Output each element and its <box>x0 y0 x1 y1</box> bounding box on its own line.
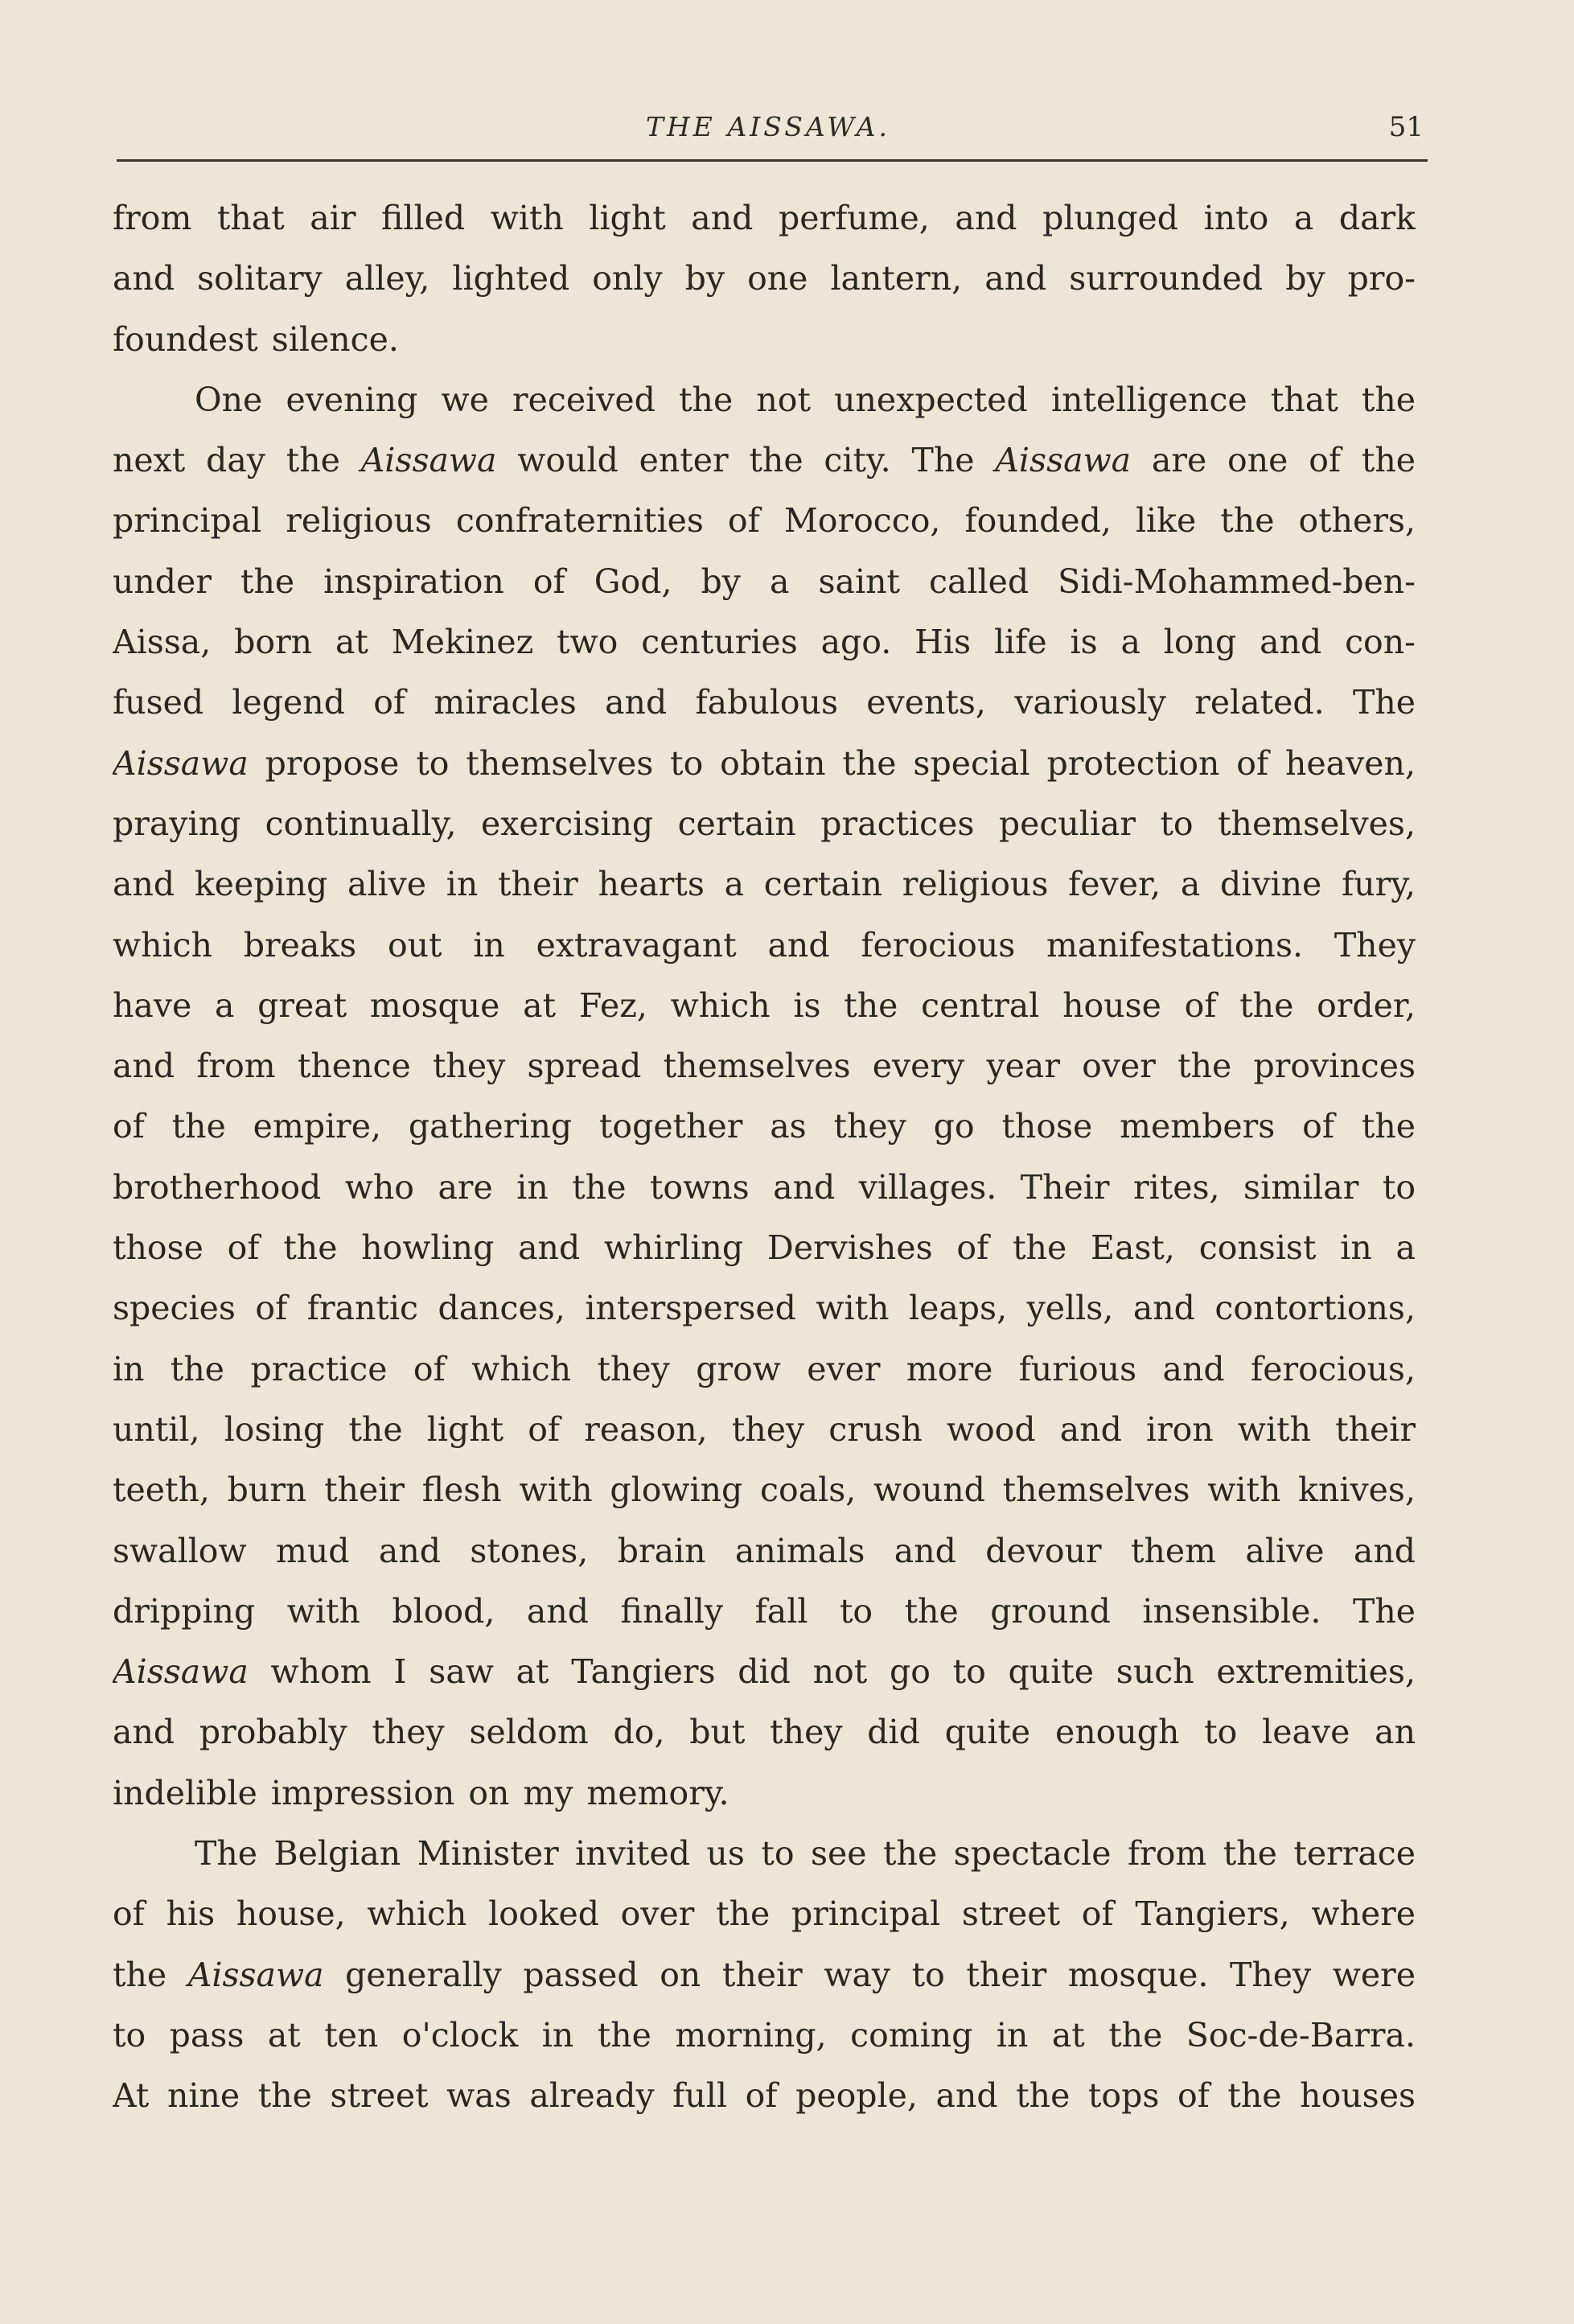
text-line: indelible impression on my memory. <box>113 1773 729 1812</box>
text-line: and from thence they spread themselves every year over the provinces <box>113 1047 1416 1086</box>
italic-term: Aissawa <box>113 743 249 783</box>
text-line: At nine the street was already full of people, and the tops of the houses <box>113 2076 1416 2116</box>
text-line: until, losing the light of reason, they crush wood and iron with their <box>113 1409 1416 1449</box>
text-line: and probably they seldom do, but they did quite enough to leave an <box>113 1713 1416 1752</box>
text-line: One evening we received the not unexpected intelligence that the <box>195 380 1416 419</box>
text-line: from that air filled with light and perfume, and plunged into a dark <box>113 199 1416 237</box>
italic-term: Aissawa <box>113 1652 249 1692</box>
text-line: teeth, burn their flesh with glowing coals, wound themselves with knives, <box>113 1470 1416 1510</box>
text-line: those of the howling and whirling Dervishes of the East, consist in a <box>113 1228 1416 1268</box>
text-line: under the inspiration of God, by a saint called Sidi-Mohammed-ben- <box>113 561 1416 601</box>
text-line: praying continually, exercising certain practices peculiar to themselves, <box>113 804 1416 843</box>
text-line: species of frantic dances, interspersed with leaps, yells, and contortions, <box>113 1289 1416 1328</box>
text-line: dripping with blood, and finally fall to the ground insensible. The <box>113 1591 1416 1631</box>
text-line: have a great mosque at Fez, which is the central house of the order, <box>113 985 1416 1025</box>
text-line: and solitary alley, lighted only by one lantern, and surrounded by pro- <box>113 259 1416 298</box>
italic-term: Aissawa <box>187 1955 324 1994</box>
text-line: swallow mud and stones, brain animals and devour them alive and <box>113 1531 1416 1570</box>
text-line: to pass at ten o'clock in the morning, coming in at the Soc-de-Barra. <box>113 2015 1416 2055</box>
text-line: and keeping alive in their hearts a certain religious fever, a divine fury, <box>113 865 1416 904</box>
text-line: foundest silence. <box>113 319 399 359</box>
text-line: which breaks out in extravagant and ferocious manifestations. They <box>113 925 1416 965</box>
text-line: the Aissawa generally passed on their way to their mosque. They were <box>113 1955 1416 1994</box>
text-line: Aissa, born at Mekinez two centuries ago. His life is a long and con- <box>113 623 1416 662</box>
header-rule <box>117 159 1428 162</box>
text-line: principal religious confraternities of Morocco, founded, like the others, <box>113 501 1416 541</box>
text-line: Aissawa propose to themselves to obtain the special protection of heaven, <box>113 743 1416 783</box>
text-line: fused legend of miracles and fabulous events, variously related. The <box>113 683 1416 722</box>
text-line: brotherhood who are in the towns and villages. Their rites, similar to <box>113 1167 1416 1207</box>
page-number: 51 <box>1388 111 1424 143</box>
text-line: of his house, which looked over the principal street of Tangiers, where <box>113 1894 1416 1934</box>
text-line: Aissawa whom I saw at Tangiers did not go to quite such extremities, <box>113 1652 1416 1692</box>
text-line: in the practice of which they grow ever more furious and ferocious, <box>113 1349 1416 1388</box>
text-line: of the empire, gathering together as they go those members of the <box>113 1107 1416 1146</box>
text-line: The Belgian Minister invited us to see the spectacle from the terrace <box>195 1834 1416 1874</box>
text-line: next day the Aissawa would enter the city. The Aissawa are one of the <box>113 441 1416 480</box>
running-head <box>113 103 1424 151</box>
italic-term: Aissawa <box>995 441 1132 480</box>
body-text <box>113 188 1416 2127</box>
running-title: THE AISSAWA. <box>646 111 890 142</box>
italic-term: Aissawa <box>360 441 497 480</box>
